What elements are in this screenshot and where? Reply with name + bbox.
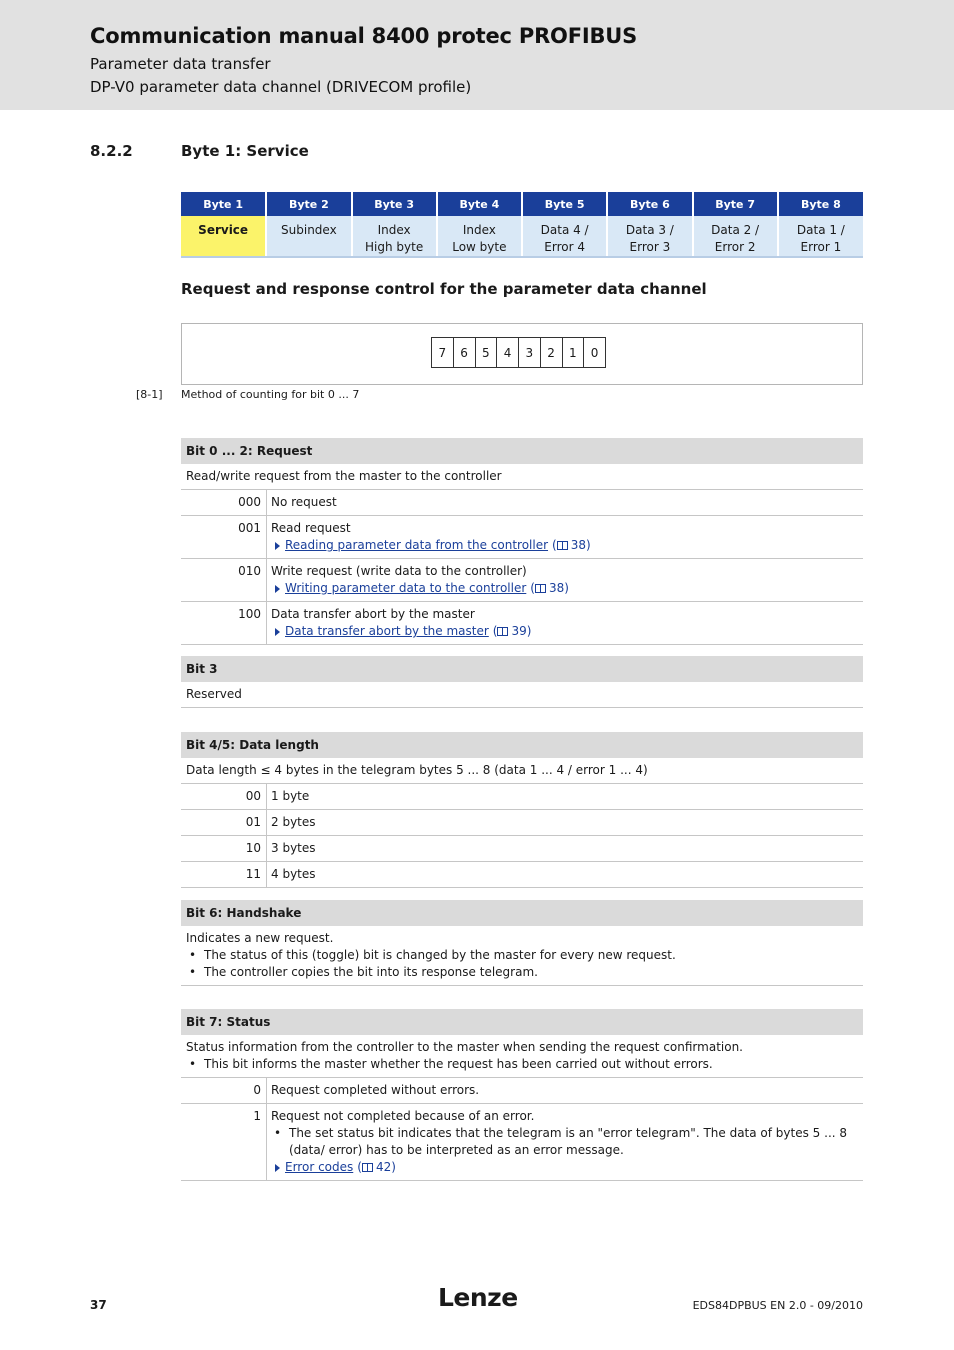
table-row [181,602,863,645]
table-row [181,810,863,836]
bit-value: 01 [181,810,267,835]
byte-cell: Data 1 / Error 1 [778,216,863,257]
byte-cell: Subindex [266,216,351,257]
table-row [181,1104,863,1181]
bit-value: 001 [181,516,267,558]
bit7-desc-text: Status information from the controller to the master when sending the request confirmation. [186,1040,743,1054]
cross-reference [271,623,859,640]
bit-value: 0 [181,1078,267,1103]
bit7-table [181,1009,863,1181]
bit45-description: Data length ≤ 4 bytes in the telegram bytes 5 ... 8 (data 1 ... 4 / error 1 ... 4) [181,758,863,784]
table-row [181,784,863,810]
byte-header-row [181,192,863,216]
byte-header: Byte 3 [352,192,437,216]
bit012-heading: Bit 0 ... 2: Request [181,438,863,464]
section-number: 8.2.2 [90,142,133,160]
list-item: • The controller copies the bit into its response telegram. [186,964,858,981]
byte-cell: Index High byte [352,216,437,257]
page-reference[interactable]: ( 38 ) [552,538,591,552]
document-title: Communication manual 8400 protec PROFIBUS [90,24,638,48]
page-reference[interactable]: ( 42 ) [357,1160,396,1174]
bit-meaning: 4 bytes [271,867,316,881]
byte-cell-service: Service [181,216,266,257]
arrow-right-icon [275,1164,280,1172]
page-number: 37 [90,1298,107,1312]
byte-header: Byte 2 [266,192,351,216]
bit3-heading: Bit 3 [181,656,863,682]
byte-header: Byte 7 [693,192,778,216]
cross-reference [271,580,859,597]
bit-meaning: Read request [271,521,351,535]
bit-cell: 4 [496,337,519,368]
arrow-right-icon [275,585,280,593]
transfer-abort-link[interactable]: Data transfer abort by the master [285,624,489,638]
bit-value: 1 [181,1104,267,1180]
table-row [181,862,863,888]
lenze-logo: Lenze [438,1283,518,1312]
bit-cell: 6 [453,337,476,368]
byte-cell: Index Low byte [437,216,522,257]
book-icon [535,584,546,593]
bit-value: 100 [181,602,267,644]
table-row [181,490,863,516]
list-item: • This bit informs the master whether the request has been carried out without errors. [186,1056,858,1073]
byte-cell: Data 3 / Error 3 [607,216,692,257]
bit012-description: Read/write request from the master to the controller [181,464,863,490]
bit45-table [181,732,863,888]
table-row [181,1078,863,1104]
bit-meaning: 2 bytes [271,815,316,829]
table-row [181,516,863,559]
error-codes-link[interactable]: Error codes [285,1160,354,1174]
bit-meaning: No request [271,495,337,509]
bit3-description: Reserved [181,682,863,708]
page-reference[interactable]: ( 38 ) [530,581,569,595]
writing-parameter-link[interactable]: Writing parameter data to the controller [285,581,527,595]
chapter-title: Parameter data transfer [90,55,271,73]
bit-cell: 1 [562,337,585,368]
bit-value: 11 [181,862,267,887]
bit45-heading: Bit 4/5: Data length [181,732,863,758]
figure-number: [8-1] [136,388,163,401]
document-id: EDS84DPBUS EN 2.0 - 09/2010 [692,1299,863,1312]
bit-cell: 7 [431,337,454,368]
book-icon [557,541,568,550]
bit-value: 000 [181,490,267,515]
bit-value: 10 [181,836,267,861]
bit-meaning: Data transfer abort by the master [271,607,475,621]
figure-caption: Method of counting for bit 0 ... 7 [181,388,360,401]
bit-value: 00 [181,784,267,809]
byte-header: Byte 4 [437,192,522,216]
bit6-heading: Bit 6: Handshake [181,900,863,926]
bit-meaning: 3 bytes [271,841,316,855]
subheading: Request and response control for the parameter data channel [181,280,707,298]
bit6-table [181,900,863,986]
bit6-desc-text: Indicates a new request. [186,931,334,945]
page-reference[interactable]: ( 39 ) [492,624,532,638]
book-icon [362,1163,373,1172]
byte-header: Byte 5 [522,192,607,216]
byte-layout-table [181,192,863,258]
cross-reference [271,1159,859,1176]
reading-parameter-link[interactable]: Reading parameter data from the controller [285,538,549,552]
table-row [181,559,863,602]
list-item: • The status of this (toggle) bit is changed by the master for every new request. [186,947,858,964]
bit3-table [181,656,863,708]
byte-cell: Data 4 / Error 4 [522,216,607,257]
byte-header: Byte 6 [607,192,692,216]
arrow-right-icon [275,628,280,636]
byte-content-row [181,216,863,257]
byte-cell: Data 2 / Error 2 [693,216,778,257]
section-title: Byte 1: Service [181,142,309,160]
arrow-right-icon [275,542,280,550]
bit-cell: 5 [475,337,498,368]
bit7-heading: Bit 7: Status [181,1009,863,1035]
book-icon [497,627,508,636]
bit-value: 010 [181,559,267,601]
bit012-table [181,438,863,645]
bit-meaning: Request not completed because of an error. [271,1109,535,1123]
bit-meaning: Request completed without errors. [271,1083,480,1097]
bit-meaning: 1 byte [271,789,310,803]
bit-cell: 3 [518,337,541,368]
bit-meaning: Write request (write data to the controller) [271,564,527,578]
list-item: • The set status bit indicates that the telegram is an "error telegram". The data of bytes 5 ... 8 (data/ error) has to be interpreted as an error message. [271,1125,859,1159]
section-path: DP-V0 parameter data channel (DRIVECOM profile) [90,78,472,96]
table-row [181,836,863,862]
bit7-description [181,1035,863,1078]
cross-reference [271,537,859,554]
bit-diagram [431,337,606,368]
bit-cell: 2 [540,337,563,368]
bit6-description [181,926,863,986]
byte-header: Byte 8 [778,192,863,216]
bit-cell: 0 [583,337,606,368]
byte-header: Byte 1 [181,192,266,216]
